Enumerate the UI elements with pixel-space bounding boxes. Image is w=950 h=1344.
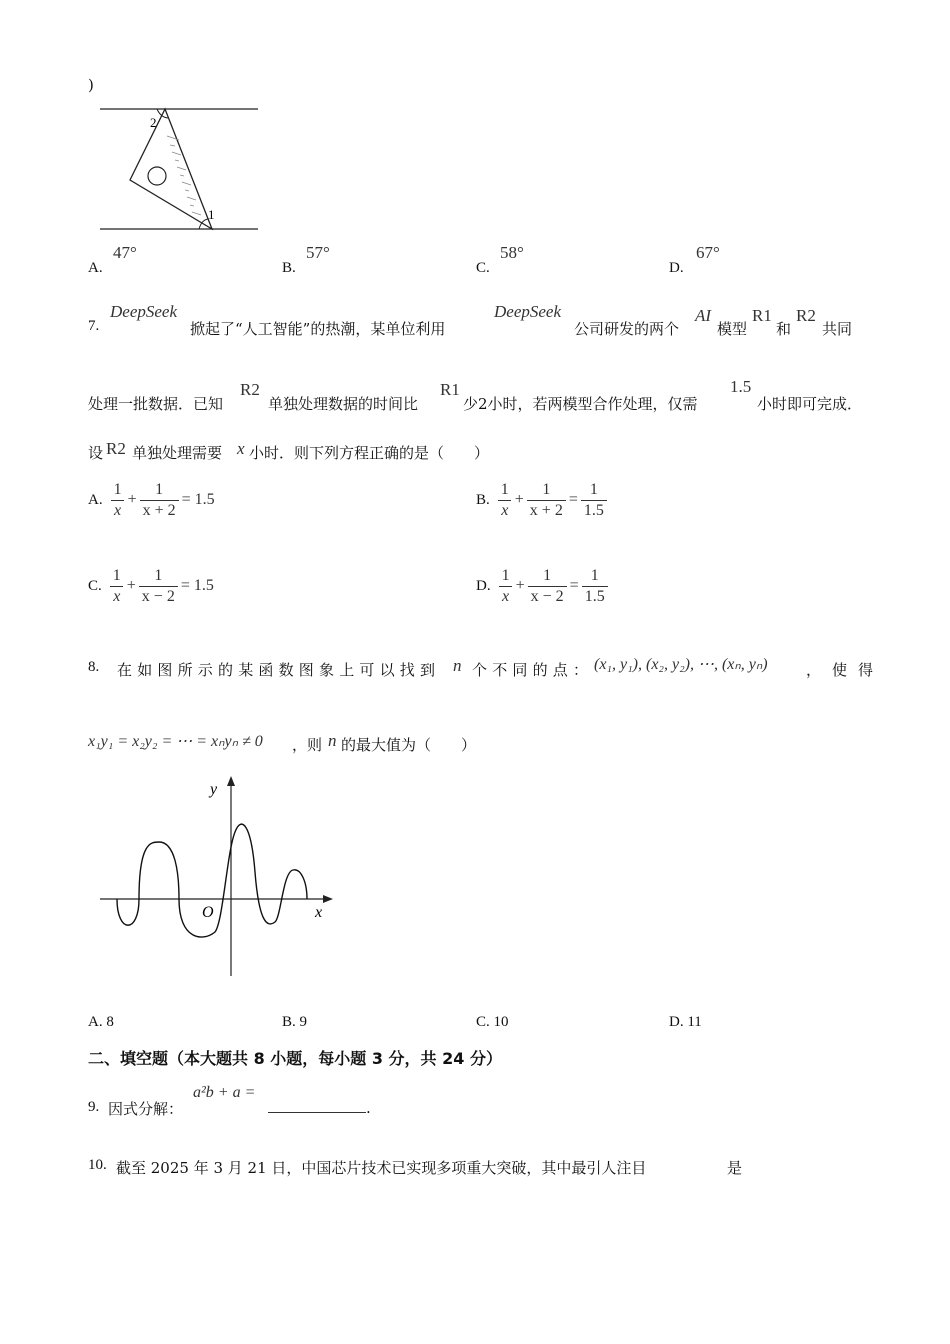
q8-number: 8. bbox=[88, 659, 100, 675]
q6-figure bbox=[95, 100, 265, 235]
q6-option-d: D. bbox=[669, 260, 684, 276]
q7-line2-c: 少2小时，若两模型合作处理，仅需 bbox=[463, 395, 698, 413]
q10-tail: 是 bbox=[727, 1159, 743, 1177]
q7-r2: R2 bbox=[796, 306, 816, 325]
q7-line2-b: 单独处理数据的时间比 bbox=[268, 395, 419, 413]
angle1-label: 1 bbox=[208, 207, 215, 222]
q8-text-5: 的最大值为（ ） bbox=[341, 736, 477, 754]
q8-option-b: B. 9 bbox=[282, 1014, 308, 1030]
q7-and: 和 bbox=[776, 320, 792, 338]
q8-text-2: 个不同的点： bbox=[472, 661, 594, 679]
q7-var-x: x bbox=[237, 439, 245, 458]
q7-r1-line2: R1 bbox=[440, 380, 460, 399]
q9-number: 9. bbox=[88, 1099, 100, 1115]
q7-text-4: 共同 bbox=[822, 320, 853, 338]
q8-text-1: 在如图所示的某函数图象上可以找到 bbox=[117, 661, 441, 679]
ruler-ticks bbox=[167, 136, 201, 215]
q7-option-b: B. $\frac{1}{x}$ + $\frac{1}{x + 2}$ = $\frac{1}{1.5}$ bbox=[476, 476, 607, 524]
q8-condition: x₁y₁ = x₂y₂ = ⋯ = xₙyₙ ≠ 0 bbox=[88, 733, 263, 750]
q8-option-c: C. 10 bbox=[476, 1014, 509, 1030]
q6-option-b: B. bbox=[282, 260, 296, 276]
q8-text-4: ，则 bbox=[292, 736, 323, 754]
q8-text-3: ，使得 bbox=[806, 661, 885, 679]
y-axis-arrow bbox=[227, 776, 235, 786]
origin-label: O bbox=[202, 904, 214, 921]
q8-option-a: A. 8 bbox=[88, 1014, 114, 1030]
q7-line2-a: 处理一批数据．已知 bbox=[88, 395, 224, 413]
top-paren: ) bbox=[88, 76, 94, 94]
q7-r1: R1 bbox=[752, 306, 772, 325]
ruler-hole bbox=[148, 167, 166, 185]
x-axis-arrow bbox=[323, 895, 333, 903]
q10-number: 10. bbox=[88, 1157, 107, 1173]
q7-r2-line3: R2 bbox=[106, 439, 126, 458]
q6-option-a: A. bbox=[88, 260, 103, 276]
q7-option-a: A. $\frac{1}{x}$ + $\frac{1}{x + 2}$ = 1.5 bbox=[88, 480, 215, 519]
q7-hours: 1.5 bbox=[730, 377, 752, 396]
q7-line3-b: 单独处理需要 bbox=[132, 444, 223, 462]
section-2-heading: 二、填空题（本大题共 8 小题，每小题 3 分，共 24 分） bbox=[88, 1049, 502, 1068]
q7-line3-a: 设 bbox=[88, 444, 104, 462]
q9-text: 因式分解： bbox=[108, 1100, 184, 1118]
q7-line2-d: 小时即可完成． bbox=[757, 395, 863, 413]
y-axis-label: y bbox=[210, 781, 218, 798]
q9-blank[interactable]: . bbox=[268, 1098, 371, 1117]
q7-line3-c: 小时．则下列方程正确的是（ ） bbox=[249, 444, 490, 462]
q6-option-b-value: 57° bbox=[306, 243, 330, 262]
q7-text-3: 模型 bbox=[717, 320, 748, 338]
q8-var-n: n bbox=[453, 656, 462, 675]
q7-deepseek-1: DeepSeek bbox=[110, 302, 178, 321]
q7-r2-line2: R2 bbox=[240, 380, 260, 399]
q8-points: (x₁, y₁), (x₂, y₂), ⋯, (xₙ, yₙ) bbox=[594, 656, 768, 673]
q7-option-c: C. $\frac{1}{x}$ + $\frac{1}{x - 2}$ = 1.5 bbox=[88, 566, 214, 605]
q7-text-1: 掀起了“人工智能”的热潮，某单位利用 bbox=[190, 320, 446, 338]
q7-ai: AI bbox=[695, 306, 712, 325]
q8-graph bbox=[95, 772, 340, 984]
q7-text-2: 公司研发的两个 bbox=[574, 320, 680, 338]
q7-deepseek-2: DeepSeek bbox=[494, 302, 562, 321]
q6-option-c: C. bbox=[476, 260, 490, 276]
q6-option-c-value: 58° bbox=[500, 243, 524, 262]
q10-text: 截至 2025 年 3 月 21 日，中国芯片技术已实现多项重大突破，其中最引人注目 bbox=[116, 1159, 647, 1177]
q7-number: 7. bbox=[88, 318, 100, 334]
angle2-label: 2 bbox=[150, 115, 157, 130]
q8-option-d: D. 11 bbox=[669, 1014, 702, 1030]
q8-var-n-2: n bbox=[328, 731, 337, 750]
q6-option-d-value: 67° bbox=[696, 243, 720, 262]
q9-expr: a²b + a = bbox=[193, 1084, 256, 1101]
triangle-ruler bbox=[130, 109, 212, 229]
q7-option-d: D. $\frac{1}{x}$ + $\frac{1}{x - 2}$ = $\frac{1}{1.5}$ bbox=[476, 562, 608, 610]
q6-option-a-value: 47° bbox=[113, 243, 137, 262]
x-axis-label: x bbox=[315, 904, 323, 921]
